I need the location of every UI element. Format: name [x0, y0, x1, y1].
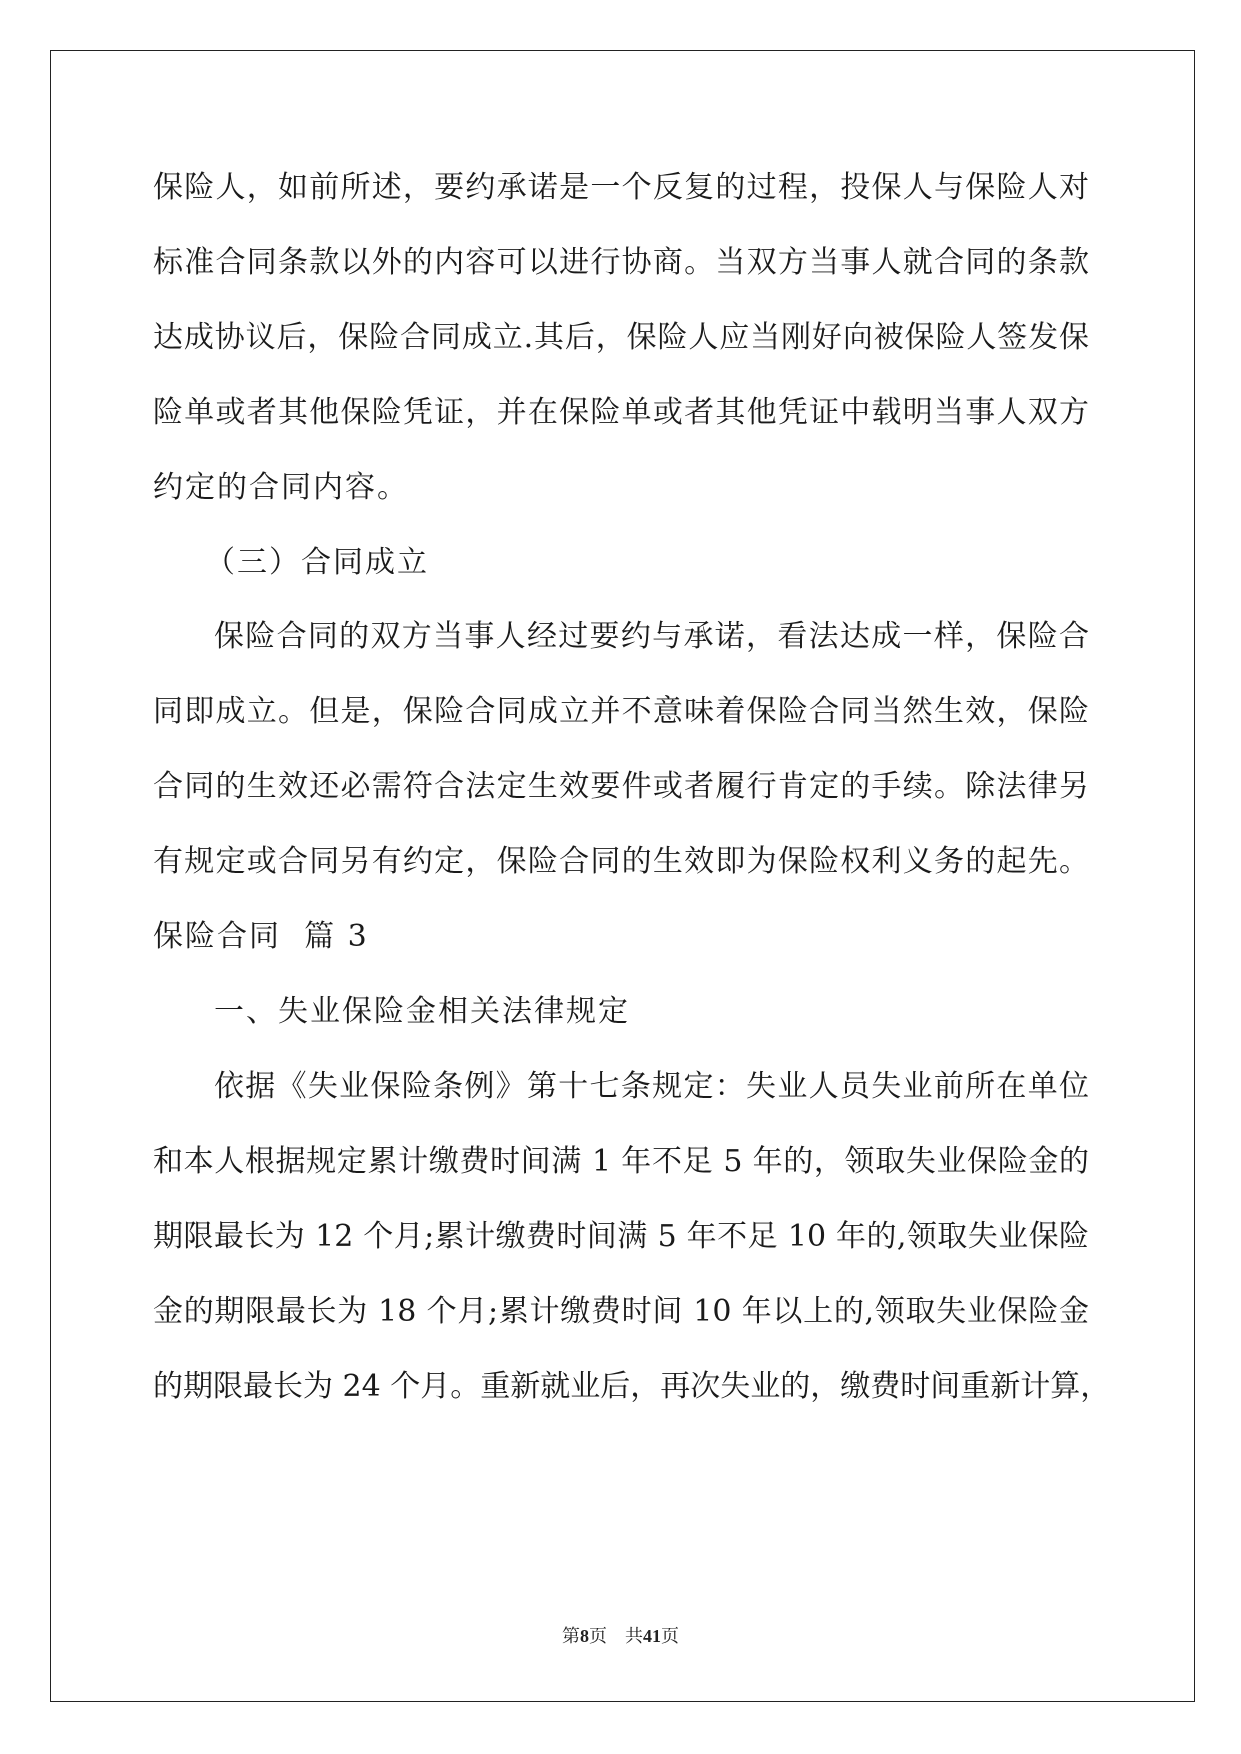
- footer-mid: 页 共: [589, 1626, 643, 1647]
- paragraph-line: 约定的合同内容。: [153, 470, 409, 505]
- paragraph-line: 保险合同的双方当事人经过要约与承诺，看法达成一样，保险合: [214, 619, 1089, 654]
- paragraph-line: 依据《失业保险条例》第十七条规定：失业人员失业前所在单位: [214, 1069, 1089, 1104]
- paragraph-line: 保险人，如前所述，要约承诺是一个反复的过程，投保人与保险人对: [153, 170, 1089, 205]
- section-heading: 一、失业保险金相关法律规定: [214, 994, 630, 1029]
- paragraph-line: 达成协议后，保险合同成立.其后，保险人应当刚好向被保险人签发保: [153, 320, 1089, 355]
- paragraph-line: 期限最长为 12 个月;累计缴费时间满 5 年不足 10 年的,领取失业保险: [153, 1219, 1089, 1254]
- section-heading: （三）合同成立: [205, 545, 429, 580]
- paragraph-line: 金的期限最长为 18 个月;累计缴费时间 10 年以上的,领取失业保险金: [153, 1294, 1089, 1329]
- paragraph-line: 有规定或合同另有约定，保险合同的生效即为保险权利义务的起先。: [153, 844, 1089, 879]
- page-number: 8: [580, 1626, 589, 1646]
- paragraph-line: 合同的生效还必需符合法定生效要件或者履行肯定的手续。除法律另: [153, 769, 1089, 804]
- article-title: 保险合同 篇 3: [153, 919, 369, 954]
- total-pages: 41: [643, 1626, 661, 1646]
- page-footer: [0, 1622, 1241, 1648]
- footer-prefix: 第: [562, 1626, 580, 1647]
- footer-suffix: 页: [661, 1626, 679, 1647]
- paragraph-line: 和本人根据规定累计缴费时间满 1 年不足 5 年的，领取失业保险金的: [153, 1144, 1089, 1179]
- paragraph-line: 同即成立。但是，保险合同成立并不意味着保险合同当然生效，保险: [153, 694, 1089, 729]
- paragraph-line: 险单或者其他保险凭证，并在保险单或者其他凭证中载明当事人双方: [153, 395, 1089, 430]
- paragraph-line: 标准合同条款以外的内容可以进行协商。当双方当事人就合同的条款: [153, 245, 1089, 280]
- paragraph-line: 的期限最长为 24 个月。重新就业后，再次失业的，缴费时间重新计算，: [153, 1369, 1111, 1404]
